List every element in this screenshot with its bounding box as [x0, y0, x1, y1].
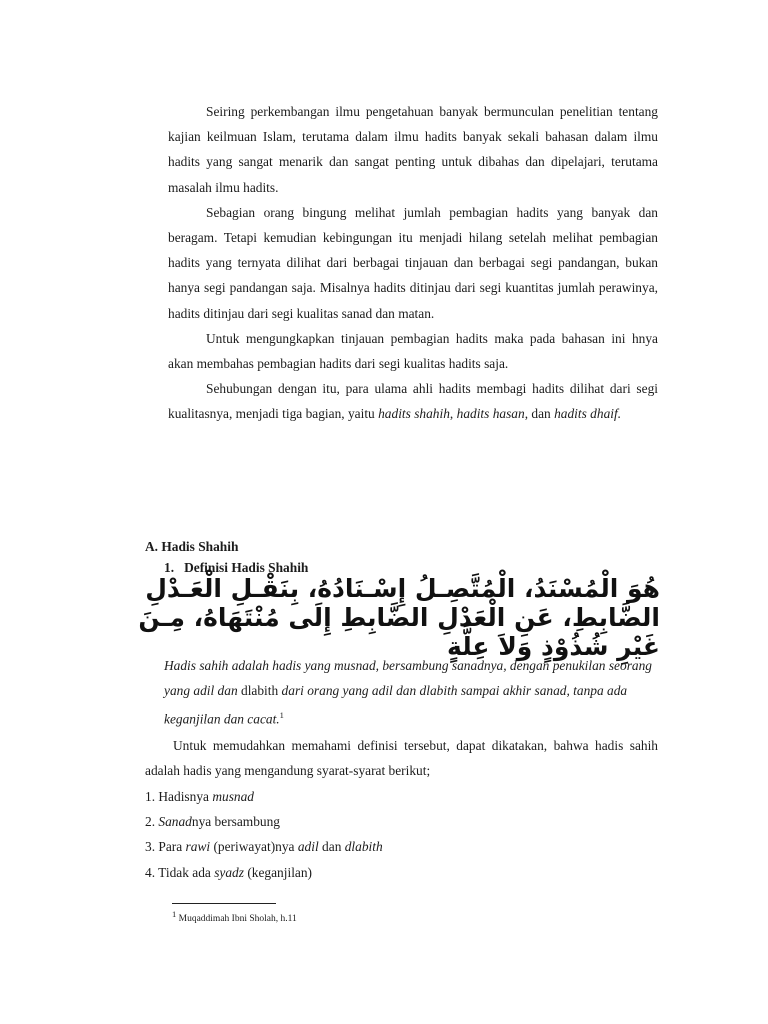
intro-paragraph-3 — [168, 326, 658, 376]
section-heading: A. Hadis Shahih — [145, 539, 239, 554]
arabic-line: هُوَ الْمُسْنَدُ، الْمُتَّصِـلُ إِسْـنَادُهُ، بِنَقْـلِ الْعَـدْلِ — [145, 574, 660, 603]
intro-paragraph-4 — [168, 376, 658, 426]
italic-term: adil — [297, 839, 319, 855]
requirements-list — [145, 784, 658, 885]
text-run: Untuk mengungkapkan tinjauan pembagian hadits maka pada bahasan ini hnya akan membahas pembagian hadits dari segi kualitas hadits saja. — [168, 330, 658, 372]
footnote-text: Muqaddimah Ibni Sholah, h.11 — [176, 914, 297, 925]
text-run: (keganjilan) — [243, 864, 313, 880]
definition-translation — [164, 653, 660, 731]
italic-term: hadits dhaif. — [554, 406, 622, 422]
italic-term: rawi — [185, 839, 211, 855]
italic-term: hadits hasan — [456, 406, 525, 422]
text-run: 1. Hadisnya — [145, 789, 213, 804]
italic-term: dlabith — [344, 839, 383, 855]
intro-paragraph-1 — [168, 99, 658, 200]
text-run: (periwayat)nya — [210, 839, 298, 855]
subsection-heading: 1. Definisi Hadis Shahih — [164, 560, 309, 575]
translation-text — [164, 653, 660, 731]
text-run: 2. — [145, 814, 159, 830]
list-item — [145, 860, 658, 885]
italic-term: Sanad — [158, 814, 192, 830]
text-run: Seiring perkembangan ilmu pengetahuan banyak bermunculan penelitian tentang kajian keilmuan Islam, terutama dalam ilmu hadits banyak sekali bahasan dalam ilmu hadits yang sangat menarik dan sangat penting untuk dibahas dan dipelajari, terutama masalah ilmu hadits. — [168, 104, 658, 195]
arabic-line: غَيْرِ شُذُوْذٍ وَلاَ عِلَّةٍ — [447, 632, 660, 661]
arabic-line: الضَّابِطِ، عَنِ الْعَدْلِ الضَّابِطِ إِلَى مُنْتَهَاهُ، مِـنَ — [138, 603, 660, 632]
text-run: 4. Tidak ada — [145, 864, 215, 880]
text-run: nya bersambung — [191, 814, 281, 830]
italic-term: syadz — [214, 864, 244, 880]
italic-term: hadits shahih — [378, 406, 450, 422]
footnote-marker: 1 — [172, 909, 177, 919]
intro-section — [168, 99, 658, 427]
text-run: , — [449, 406, 457, 422]
italic-term: Hadis sahih adalah hadis yang musnad, bersambung sanadnya, dengan penukilan seorang yang adil dan — [164, 658, 652, 698]
explanation-paragraph: Untuk memudahkan memahami definisi tersebut, dapat dikatakan, bahwa hadis sahih adalah hadis yang mengandung syarat-syarat berikut; — [145, 738, 658, 779]
list-item — [145, 834, 658, 859]
footnote — [172, 908, 297, 925]
text-run: , dan — [524, 406, 555, 422]
footnote-reference: 1 — [279, 710, 284, 720]
text-run: Sebagian orang bingung melihat jumlah pembagian hadits yang banyak dan beragam. Tetapi kemudian kebingungan itu menjadi hilang setelah melihat pembagian hadits yang ternyata dilihat dari berbagai tinjauan dan berbagai segi pandangan, bukan hanya segi pandangan saja. Misalnya hadits ditinjau dari segi kuantitas jumlah perawinya, hadits ditinjau dari segi kualitas sanad dan matan. — [168, 204, 658, 321]
text-run: Sehubungan dengan itu, para ulama ahli hadits membagi hadits dilihat dari segi kualitasnya, menjadi tiga bagian, yaitu — [168, 381, 658, 422]
arabic-definition — [138, 574, 660, 661]
list-item — [145, 784, 658, 809]
intro-paragraph-2 — [168, 200, 658, 326]
italic-term: dari orang yang adil dan dlabith sampai akhir sanad, tanpa ada keganjilan dan cacat. — [164, 683, 628, 727]
list-item — [145, 809, 658, 834]
text-run: 3. Para — [145, 839, 186, 855]
text-run: dlabith — [241, 683, 282, 698]
italic-term: musnad — [212, 789, 254, 804]
footnote-divider — [172, 903, 276, 904]
explanation-section — [145, 733, 658, 783]
text-run: dan — [318, 839, 345, 855]
